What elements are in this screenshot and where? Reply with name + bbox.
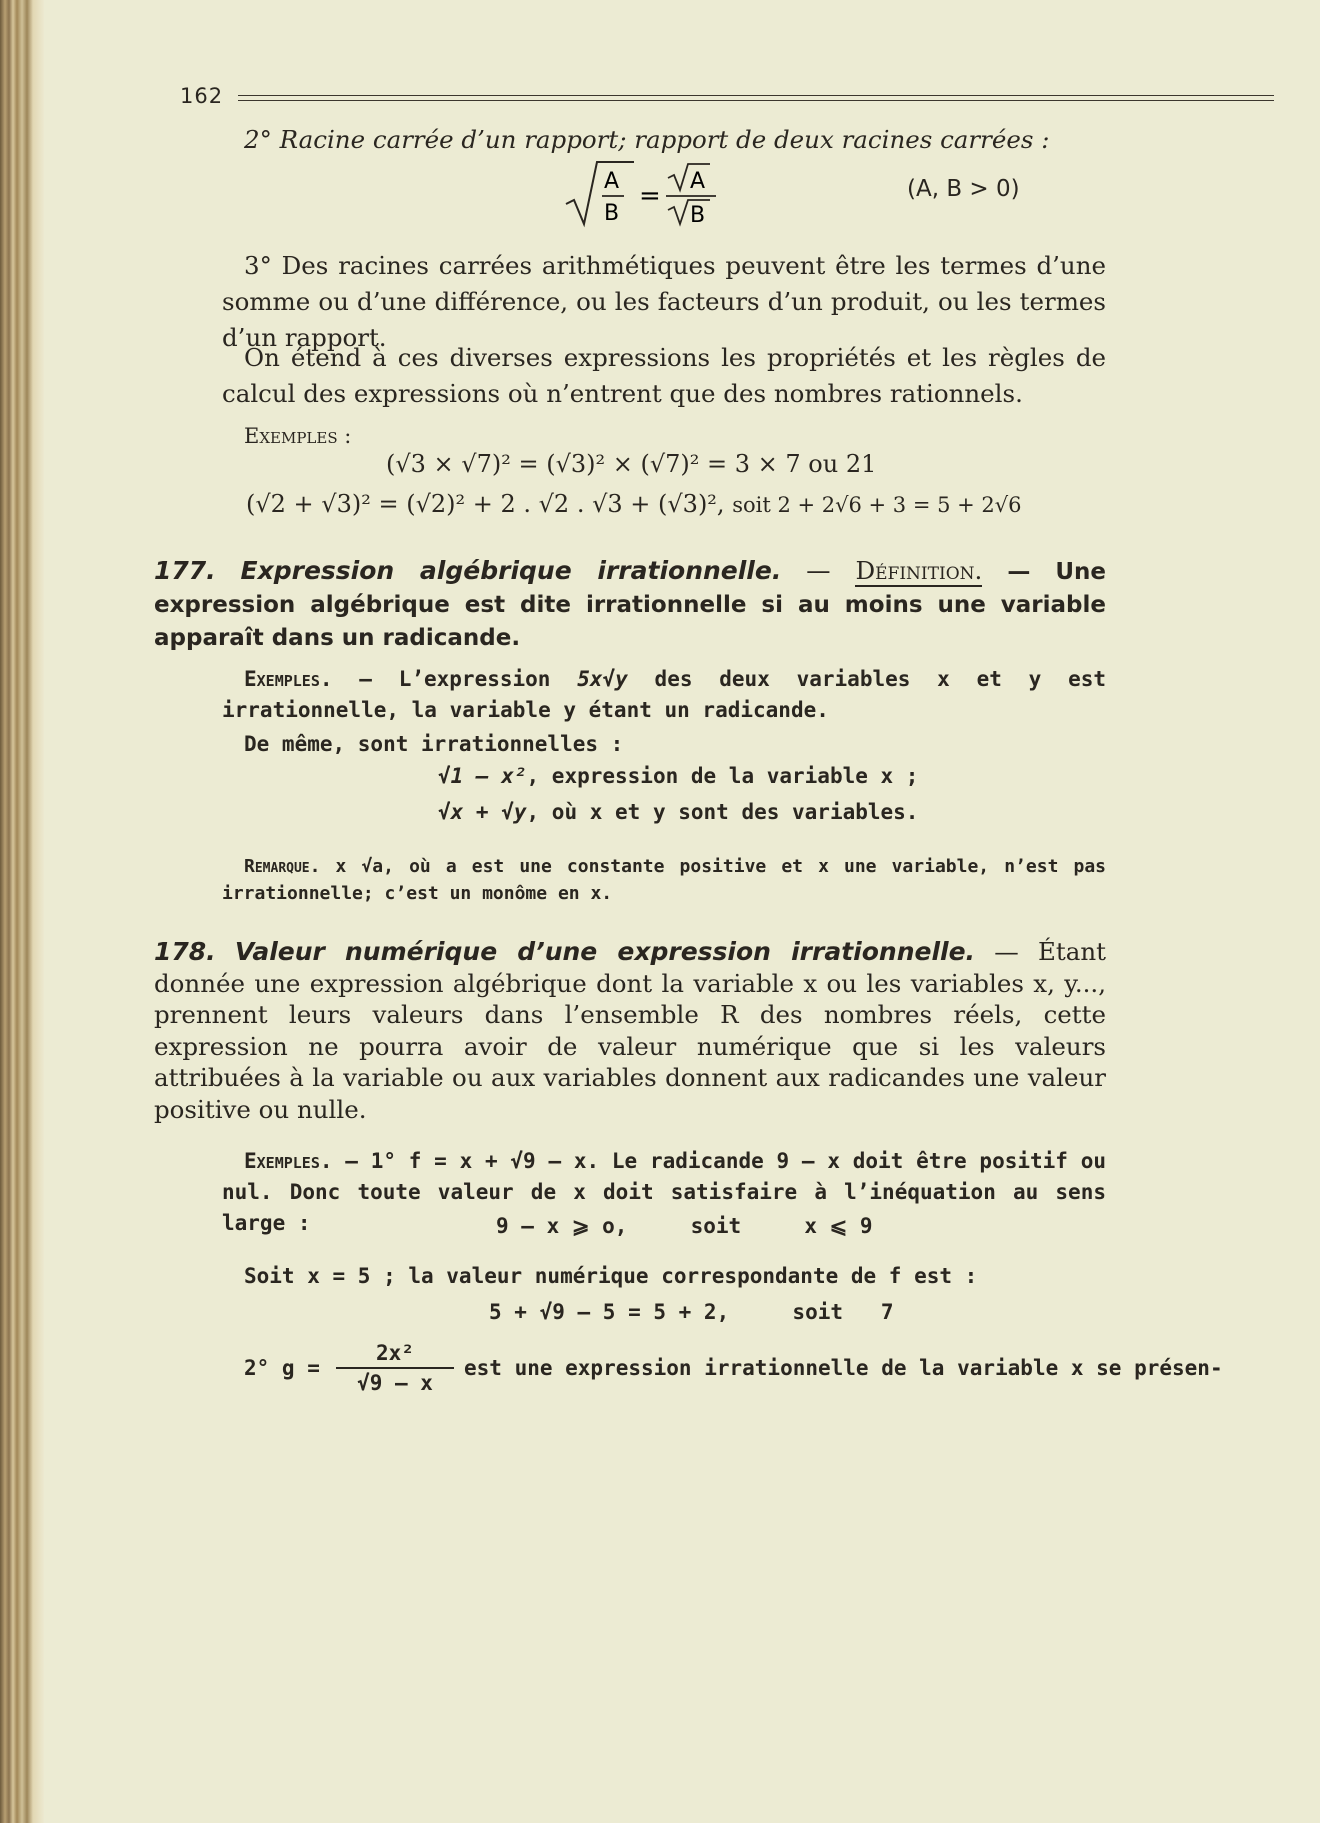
g-fraction-bar — [336, 1367, 454, 1369]
g-fraction — [336, 1340, 454, 1396]
definition-text: — Une expression algébrique est dite irrationnelle si au moins une variable apparaît dans un radicande. — [154, 559, 1107, 651]
section-178-examples-label: Exemples. — [244, 1149, 333, 1173]
de-meme-line: De même, sont irrationnelles : — [244, 732, 624, 756]
page-number: 162 — [180, 84, 224, 108]
header-rule — [238, 95, 1274, 101]
section-177-examples-label: Exemples. — [244, 667, 333, 691]
section-177-examples — [222, 664, 1106, 726]
value-line: 5 + √9 — 5 = 5 + 2, soit 7 — [489, 1300, 894, 1324]
example-formula-1-result: = 3 × 7 ou 21 — [707, 450, 877, 478]
section-177-title: Expression algébrique irrationnelle. — [240, 556, 782, 585]
irrational-example-1-text: , expression de la variable x ; — [526, 764, 919, 788]
g-numerator: 2x² — [376, 1341, 414, 1365]
irrational-example-1: √1 — x², expression de la variable x ; — [438, 764, 919, 788]
section-178-title: Valeur numérique d’une expression irrationnelle. — [234, 937, 976, 966]
examples-text-b: des deux variables x et y est irrationnelle, la variable y étant un radicande. — [222, 667, 1106, 722]
g-text: est une expression irrationnelle de la variable x se présen- — [464, 1356, 1223, 1380]
remark-label: Remarque. — [244, 856, 321, 877]
condition: (A, B > 0) — [907, 176, 1020, 202]
formula-num-right: A — [690, 169, 706, 194]
remark — [222, 853, 1106, 907]
g-prefix: 2° g = — [244, 1356, 320, 1380]
item2-intro: 2° Racine carrée d’un rapport; rapport de deux racines carrées : — [244, 125, 1050, 154]
section-178-text: — Étant donnée une expression algébrique dont la variable x ou les variables x, y..., prennent leurs valeurs dans l’ensemble R des nombres réels, cette expression ne pourra avoir de valeur numérique que si les valeurs attribuées à la variable ou aux variables donnent aux radicandes une valeur positive ou nulle. — [154, 937, 1106, 1124]
examples-label: Exemples : — [244, 424, 352, 448]
definition-label: Définition. — [855, 556, 983, 585]
example-formula-1: (√3 × √7)² = (√3)² × (√7)² = 3 × 7 ou 21 — [386, 450, 877, 478]
section-178 — [154, 936, 1106, 1125]
remark-text: x √a, où a est une constante positive et x une variable, n’est pas irrationnelle; c’est un monôme en x. — [222, 856, 1106, 904]
formula-num-left: A — [604, 169, 620, 194]
inequation: 9 — x ⩾ o, soit x ⩽ 9 — [496, 1214, 873, 1238]
formula-den-right: B — [690, 203, 706, 228]
g-denominator: √9 — x — [357, 1371, 433, 1395]
irrational-example-2-text: , où x et y sont des variables. — [526, 800, 919, 824]
example-formula-2-result: soit 2 + 2√6 + 3 = 5 + 2√6 — [732, 493, 1022, 517]
ratio-root-formula — [564, 158, 764, 230]
examples-expression: 5x√y — [577, 667, 628, 691]
section-177-number: 177. — [154, 556, 216, 585]
formula-den-left: B — [604, 201, 620, 226]
section-178-examples-text: — 1° f = x + √9 — x. Le radicande 9 — x doit être positif ou nul. Donc toute valeur de x doit satisfaire à l’inéquation au sens large : — [222, 1149, 1106, 1235]
irrational-example-2: √x + √y, où x et y sont des variables. — [438, 800, 919, 824]
examples-text-a: — L’expression — [332, 667, 578, 691]
section-177-heading — [154, 555, 1106, 654]
item3-paragraph-2: On étend à ces diverses expressions les propriétés et les règles de calcul des expressions où n’entrent que des nombres rationnels. — [222, 343, 1106, 408]
soit-line: Soit x = 5 ; la valeur numérique correspondante de f est : — [244, 1264, 978, 1288]
section-178-number: 178. — [154, 937, 216, 966]
section-177-dash: — — [781, 556, 856, 585]
item3-paragraph-1: 3° Des racines carrées arithmétiques peuvent être les termes d’une somme ou d’une différence, ou les facteurs d’un produit, ou les termes d’un rapport. — [222, 251, 1106, 352]
example-formula-2: (√2 + √3)² = (√2)² + 2 . √2 . √3 + (√3)², soit 2 + 2√6 + 3 = 5 + 2√6 — [246, 490, 1022, 518]
page — [44, 0, 1320, 1823]
book-binding — [0, 0, 44, 1823]
svg-text:=: = — [639, 181, 661, 211]
